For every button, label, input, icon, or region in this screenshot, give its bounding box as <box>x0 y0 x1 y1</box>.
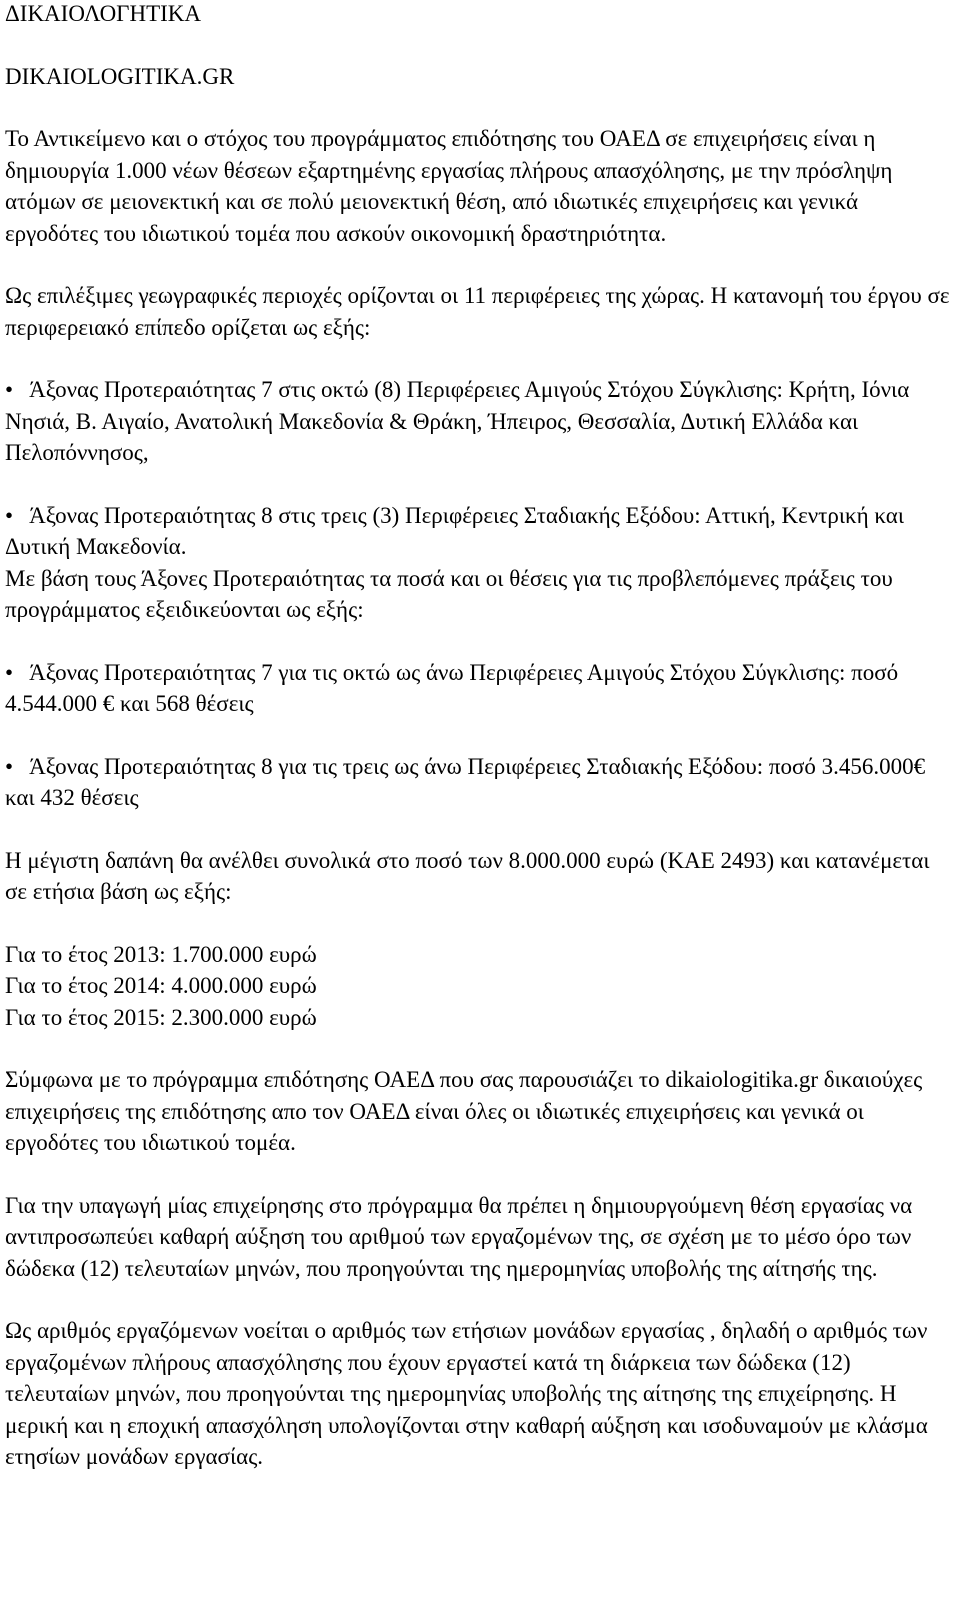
bullet-icon: • <box>5 753 14 779</box>
list-item-amount-axis-7 <box>5 657 950 720</box>
paragraph-regions: Ως επιλέξιμες γεωγραφικές περιοχές ορίζονται οι 11 περιφέρειες της χώρας. Η κατανομή του έργου σε περιφερειακό επίπεδο ορίζεται ως εξής: <box>5 283 950 340</box>
year-line-2015: Για το έτος 2015: 2.300.000 ευρώ <box>5 1004 317 1030</box>
paragraph-beneficiaries: Σύμφωνα με το πρόγραμμα επιδότησης ΟΑΕΔ που σας παρουσιάζει το dikaiologitika.gr δικαιούχες επιχειρήσεις της επιδότησης απο τον ΟΑΕΔ είναι όλες οι ιδιωτικές επιχειρήσεις και γενικά οι εργοδότες του ιδιωτικού τομέα. <box>5 1067 923 1155</box>
bullet-icon: • <box>5 377 14 402</box>
list-item-region-axis-8 <box>5 500 950 563</box>
list-item-text: Άξονας Προτεραιότητας 8 για τις τρεις ως άνω Περιφέρειες Σταδιακής Εξόδου: ποσό 3.456.000€ και 432 θέσεις <box>5 753 926 810</box>
list-item-text: Άξονας Προτεραιότητας 8 στις τρεις (3) Περιφέρειες Σταδιακής Εξόδου: Αττική, Κεντρική και Δυτική Μακεδονία. <box>5 502 905 559</box>
list-item-text: Άξονας Προτεραιότητας 7 στις οκτώ (8) Περιφέρειες Αμιγούς Στόχου Σύγκλισης: Κρήτη, Ιόνια Νησιά, Β. Αιγαίο, Ανατολική Μακεδονία & Θράκη, Ήπειρος, Θεσσαλία, Δυτική Ελλάδα και Πελοπόννησος, <box>5 377 910 465</box>
paragraph-budget: Η μέγιστη δαπάνη θα ανέλθει συνολικά στο ποσό των 8.000.000 ευρώ (ΚΑΕ 2493) και κατανέμεται σε ετήσια βάση ως εξής: <box>5 847 930 904</box>
paragraph-employee-count: Ως αριθμός εργαζόμενων νοείται ο αριθμός των ετήσιων μονάδων εργασίας , δηλαδή ο αριθμός των εργαζομένων πλήρους απασχόλησης που έχουν εργαστεί κατά τη διάρκεια των δώδεκα (12) τελευταίων μηνών, που προηγούνται της ημερομηνίας υποβολής της αίτησης της επιχείρησης. Η μερική και η εποχική απασχόληση υπολογίζονται στην καθαρή αύξηση και ισοδυναμούν με κλάσμα ετησίων μονάδων εργασίας. <box>5 1318 928 1469</box>
list-item-text: Άξονας Προτεραιότητας 7 για τις οκτώ ως άνω Περιφέρειες Αμιγούς Στόχου Σύγκλισης: ποσό 4.544.000 € και 568 θέσεις <box>5 659 899 716</box>
paragraph-eligibility: Για την υπαγωγή μίας επιχείρησης στο πρόγραμμα θα πρέπει η δημιουργούμενη θέση εργασίας να αντιπροσωπεύει καθαρή αύξηση του αριθμού των εργαζομένων της, σε σχέση με το μέσο όρο των δώδεκα (12) τελευταίων μηνών, που προηγούνται της ημερομηνίας υποβολής της αίτησής της. <box>5 1192 913 1281</box>
bullet-icon: • <box>5 502 14 528</box>
paragraph-objective: Το Αντικείμενο και ο στόχος του προγράμματος επιδότησης του ΟΑΕΔ σε επιχειρήσεις είναι η δημιουργία 1.000 νέων θέσεων εξαρτημένης εργασίας πλήρους απασχόλησης, με την πρόσληψη ατόμων σε μειονεκτική και σε πολύ μειονεκτική θέση, από ιδιωτικές επιχειρήσεις και γενικά εργοδότες του ιδιωτικού τομέα που ασκούν οικονομική δραστηριότητα. <box>5 126 893 246</box>
doc-title: ΔΙΚΑΙΟΛΟΓΗΤΙΚΑ <box>5 1 202 26</box>
bullet-icon: • <box>5 659 14 685</box>
paragraph-axes-amounts: Με βάση τους Άξονες Προτεραιότητας τα ποσά και οι θέσεις για τις προβλεπόμενες πράξεις του προγράμματος εξειδικεύονται ως εξής: <box>5 565 893 622</box>
document-body <box>5 0 950 1473</box>
site-name: DIKAIOLOGITIKA.GR <box>5 63 235 89</box>
list-item-region-axis-7 <box>5 374 950 469</box>
list-item-amount-axis-8 <box>5 751 950 814</box>
year-line-2014: Για το έτος 2014: 4.000.000 ευρώ <box>5 973 317 998</box>
year-line-2013: Για το έτος 2013: 1.700.000 ευρώ <box>5 941 317 967</box>
